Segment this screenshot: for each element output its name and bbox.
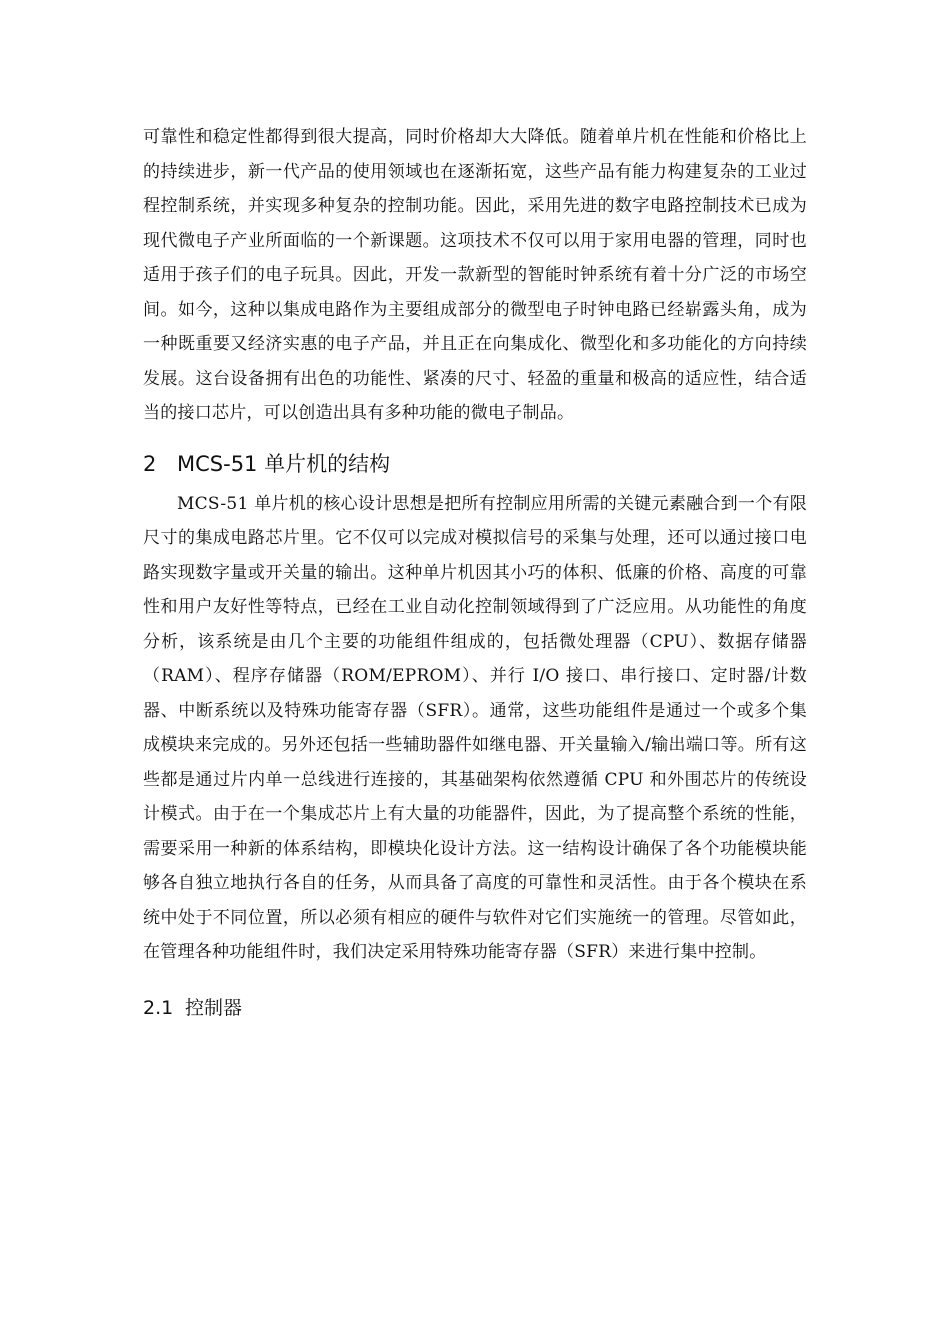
subsection-title: 控制器 bbox=[185, 996, 243, 1019]
body-paragraph-1: 可靠性和稳定性都得到很大提高，同时价格却大大降低。随着单片机在性能和价格比上的持续进步，新一代产品的使用领域也在逐渐拓宽，这些产品有能力构建复杂的工业过程控制系统，并实现多种复杂的控制功能。因此，采用先进的数字电路控制技术已成为现代微电子产业所面临的一个新课题。这项技术不仅可以用于家用电器的管理，同时也适用于孩子们的电子玩具。因此，开发一款新型的智能时钟系统有着十分广泛的市场空间。如今，这种以集成电路作为主要组成部分的微型电子时钟电路已经崭露头角，成为一种既重要又经济实惠的电子产品，并且正在向集成化、微型化和多功能化的方向持续发展。这台设备拥有出色的功能性、紧凑的尺寸、轻盈的重量和极高的适应性，结合适当的接口芯片，可以创造出具有多种功能的微电子制品。 bbox=[143, 127, 807, 423]
section-number: 2 bbox=[143, 451, 157, 476]
section-title: MCS-51 单片机的结构 bbox=[177, 451, 391, 476]
subsection-heading-2-1 bbox=[143, 996, 807, 1020]
section-heading-2 bbox=[143, 451, 807, 477]
body-paragraph-2: MCS-51 单片机的核心设计思想是把所有控制应用所需的关键元素融合到一个有限尺寸的集成电路芯片里。它不仅可以完成对模拟信号的采集与处理，还可以通过接口电路实现数字量或开关量的输出。这种单片机因其小巧的体积、低廉的价格、高度的可靠性和用户友好性等特点，已经在工业自动化控制领域得到了广泛应用。从功能性的角度分析，该系统是由几个主要的功能组件组成的，包括微处理器（CPU）、数据存储器（RAM）、程序存储器（ROM/EPROM）、并行 I/O 接口、串行接口、定时器/计数器、中断系统以及特殊功能寄存器（SFR）。通常，这些功能组件是通过一个或多个集成模块来完成的。另外还包括一些辅助器件如继电器、开关量输入/输出端口等。所有这些都是通过片内单一总线进行连接的，其基础架构依然遵循 CPU 和外围芯片的传统设计模式。由于在一个集成芯片上有大量的功能器件，因此，为了提高整个系统的性能，需要采用一种新的体系结构，即模块化设计方法。这一结构设计确保了各个功能模块能够各自独立地执行各自的任务，从而具备了高度的可靠性和灵活性。由于各个模块在系统中处于不同位置，所以必须有相应的硬件与软件对它们实施统一的管理。尽管如此，在管理各种功能组件时，我们决定采用特殊功能寄存器（SFR）来进行集中控制。 bbox=[143, 493, 807, 962]
document-body bbox=[143, 120, 807, 1020]
subsection-number: 2.1 bbox=[143, 996, 174, 1019]
